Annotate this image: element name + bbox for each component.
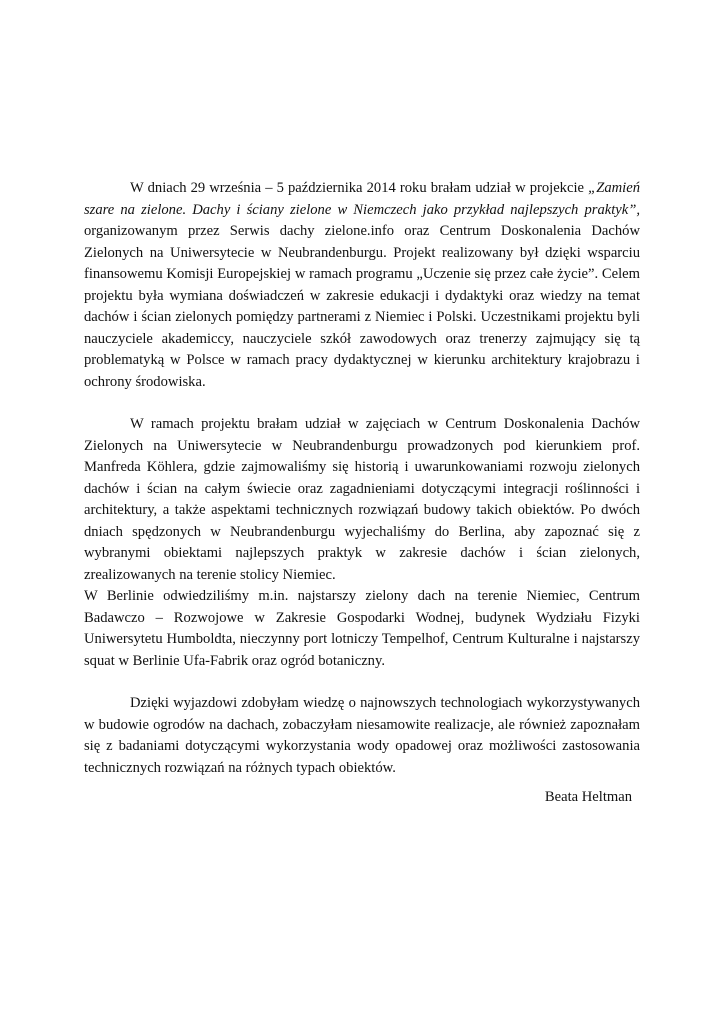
- paragraph-project-intro: [84, 178, 640, 393]
- paragraph-summary: Dzięki wyjazdowi zdobyłam wiedzę o najnowszych technologiach wykorzystywanych w budowie ogrodów na dachach, zobaczyłam niesamowite realizacje, ale również zapoznałam się z badaniami dotyczącymi wykorzystania wody opadowej oraz możliwości zastosowania technicznych rozwiązań na różnych typach obiektów.: [84, 695, 640, 776]
- signature: Beata Heltman: [544, 789, 632, 805]
- intro-text-continued: organizowanym przez Serwis dachy zielone.info oraz Centrum Doskonalenia Dachów Zielonych na Uniwersytecie w Neubrandenburgu. Projekt realizowany był dzięki wsparciu finansowemu Komisji Europejskiej w ramach programu „Uczenie się przez całe życie”. Celem projektu była wymiana doświadczeń w zakresie edukacji i dydaktyki oraz wiedzy na temat dachów i ścian zielonych pomiędzy partnerami z Niemiec i Polski. Uczestnikami projektu byli nauczyciele akademiccy, nauczyciele szkół zawodowych oraz trenerzy zajmujący się tą problematyką w Polsce w ramach pracy dydaktycznej w kierunku architektury krajobrazu i ochrony środowiska.: [84, 223, 640, 390]
- paragraph-berlin-visits: W Berlinie odwiedziliśmy m.in. najstarszy zielony dach na terenie Niemiec, Centrum Badawczo – Rozwojowe w Zakresie Gospodarki Wodnej, budynek Wydziału Fizyki Uniwersytetu Humboldta, nieczynny port lotniczy Tempelhof, Centrum Kulturalne i najstarszy squat w Berlinie Ufa-Fabrik oraz ogród botaniczny.: [84, 588, 640, 669]
- document-page: [84, 178, 640, 809]
- intro-text: W dniach 29 września – 5 października 2014 roku brałam udział w projekcie: [130, 180, 589, 196]
- project-title: „Zamień szare na zielone. Dachy i ściany zielone w Niemczech jako przykład najlepszych praktyk”,: [84, 180, 640, 218]
- paragraph-classes: W ramach projektu brałam udział w zajęciach w Centrum Doskonalenia Dachów Zielonych na Uniwersytecie w Neubrandenburgu prowadzonych pod kierunkiem prof. Manfreda Köhlera, gdzie zajmowaliśmy się historią i uwarunkowaniami rozwoju zielonych dachów i ścian na całym świecie oraz zagadnieniami dotyczącymi integracji roślinności i architektury, a także aspektami technicznych rozwiązań budowy takich obiektów. Po dwóch dniach spędzonych w Neubrandenburgu wyjechaliśmy do Berlina, aby zapoznać się z wybranymi obiektami najlepszych praktyk w zakresie dachów i ścian zielonych, zrealizowanych na terenie stolicy Niemiec.: [84, 416, 640, 583]
